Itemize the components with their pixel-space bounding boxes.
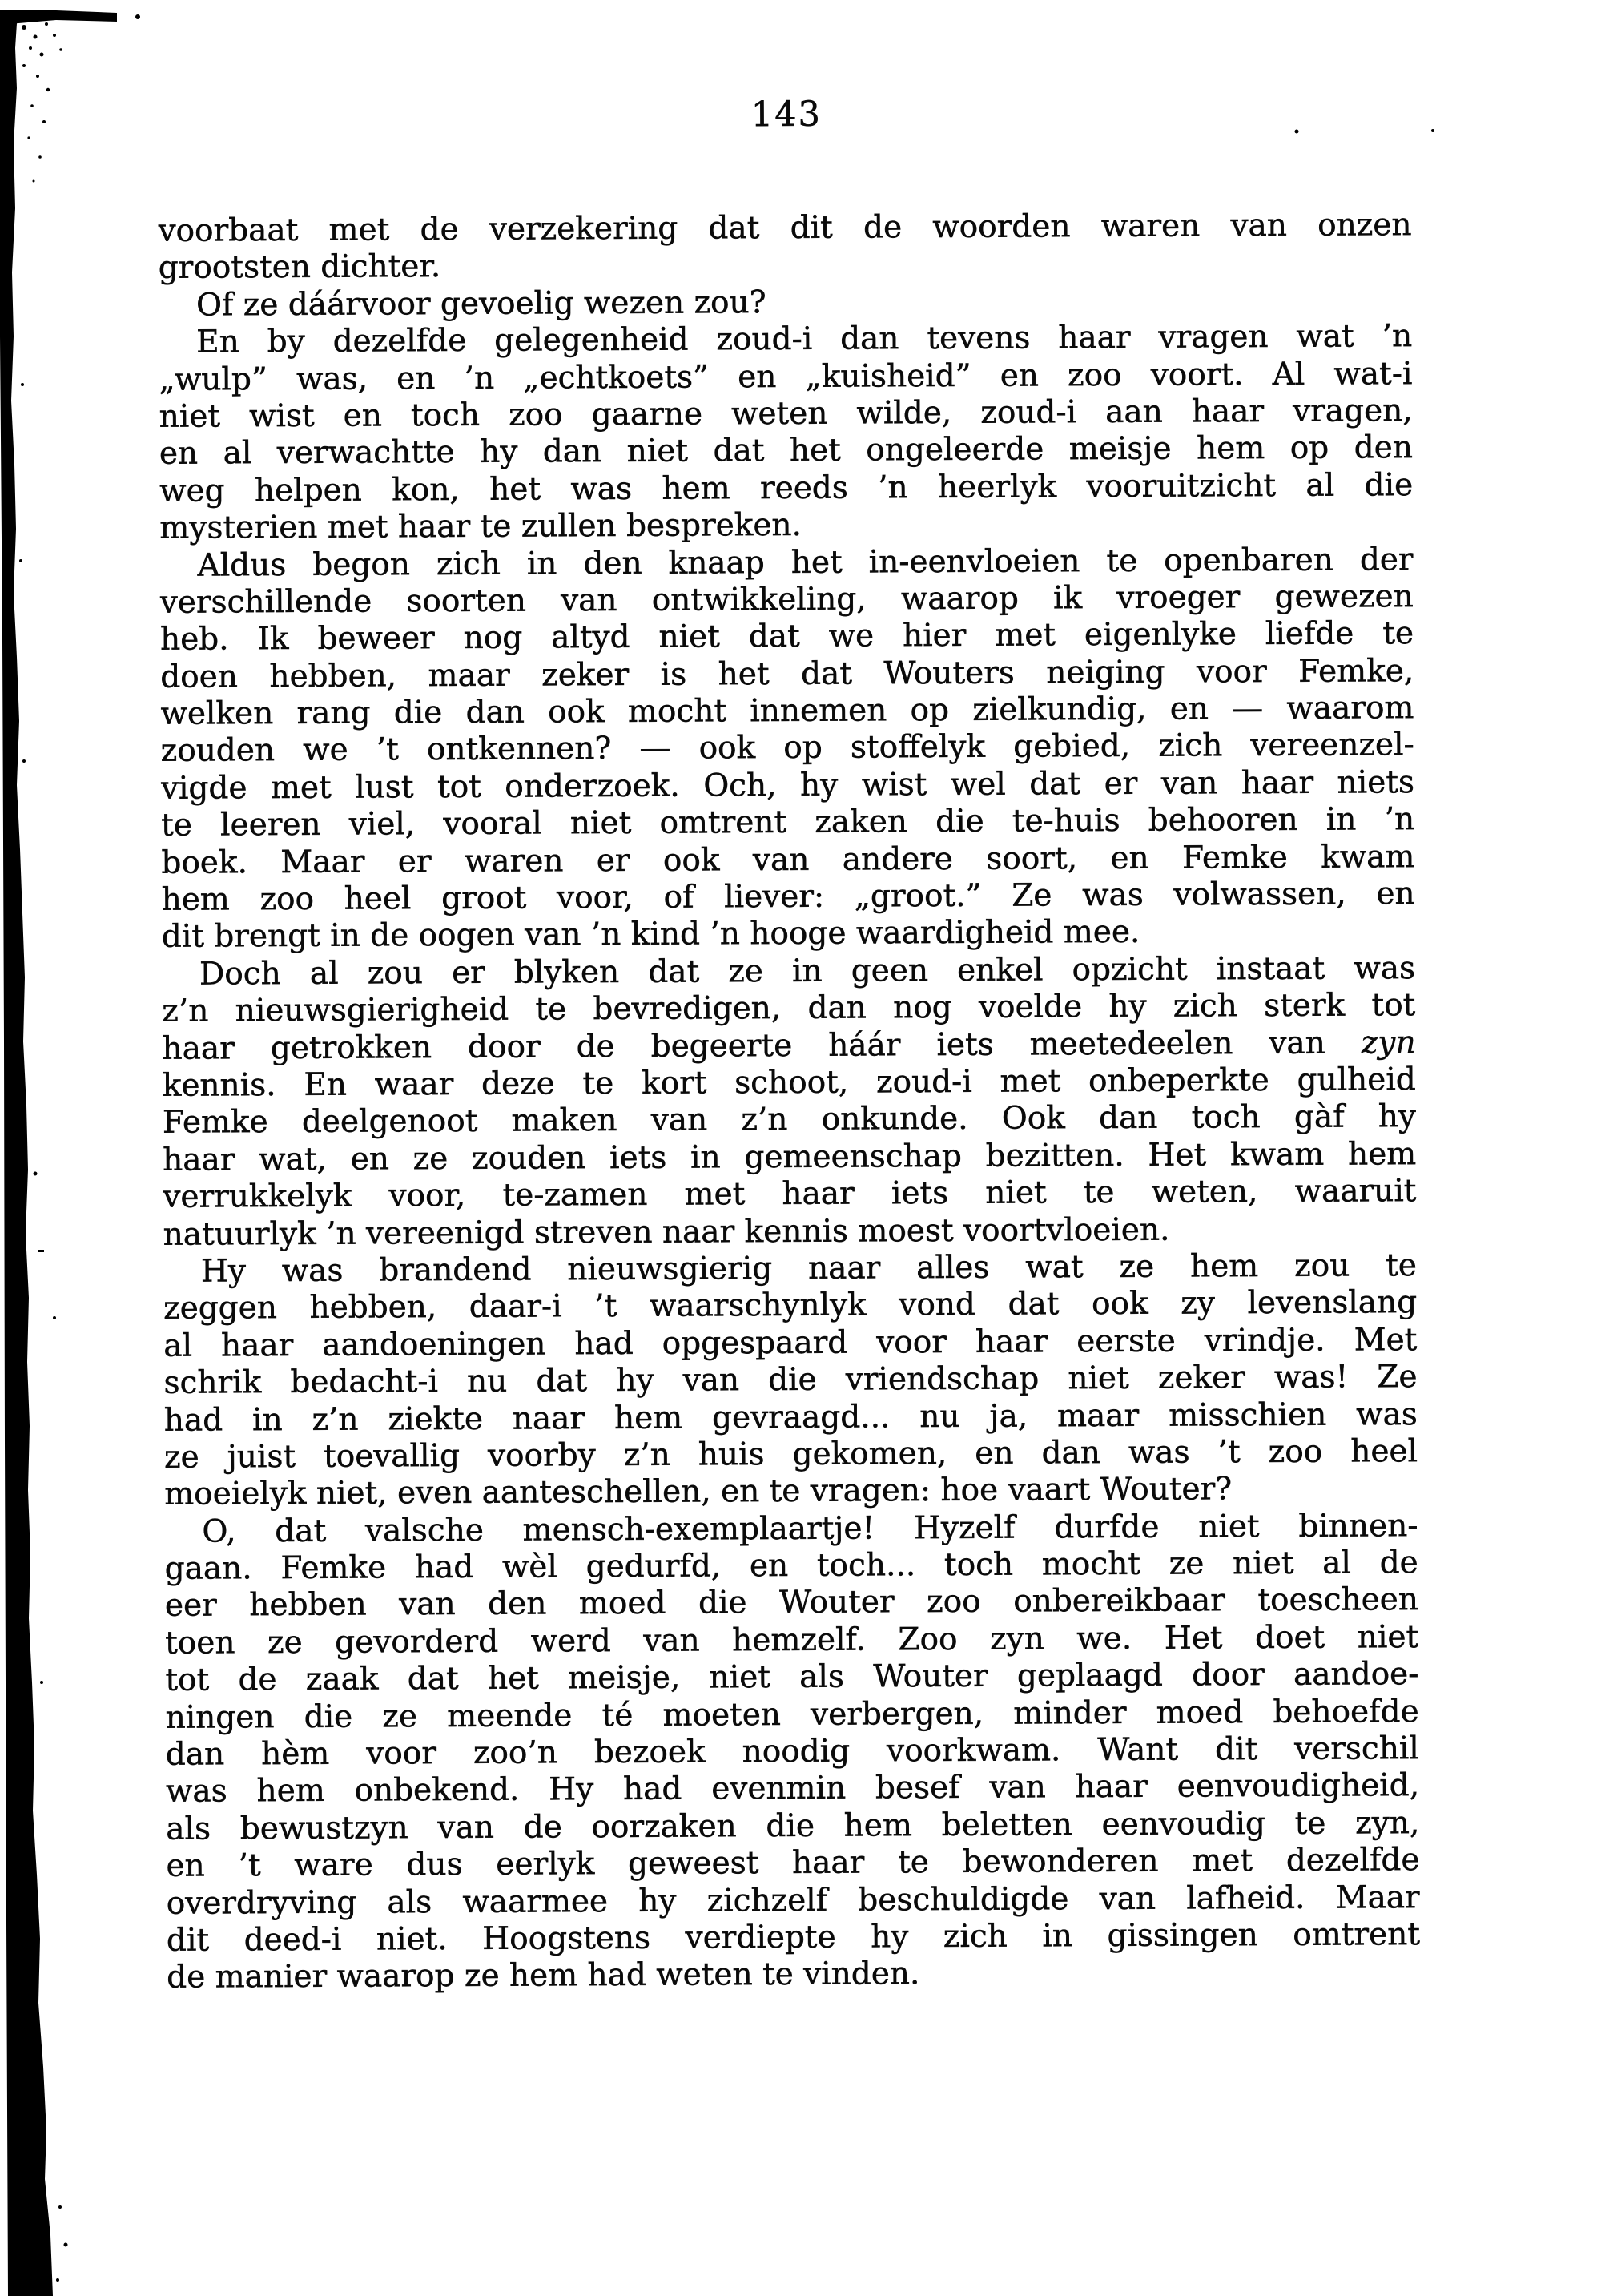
text-line: [159, 542, 1413, 585]
text-line: [163, 1322, 1417, 1365]
text-line: [158, 207, 1411, 250]
line-text: overdryving als waarmee hy zichzelf beschuldigde van lafheid. Maar: [166, 1879, 1420, 1922]
line-text: verrukkelyk voor, te-zamen met haar iets niet te weten, waaruit: [163, 1173, 1417, 1215]
line-text: doen hebben, maar zeker is het dat Wouters neiging voor Femke,: [160, 652, 1414, 695]
line-text: had in z’n ziekte naar hem gevraagd... nu ja, maar misschien was: [163, 1396, 1418, 1439]
text-line: [165, 1545, 1418, 1588]
text-line: [165, 1582, 1418, 1625]
line-text: dan hèm voor zoo’n bezoek noodig voorkwam. Want dit verschil: [165, 1730, 1419, 1773]
line-text: toen ze gevorderd werd van hemzelf. Zoo zyn we. Het doet niet: [165, 1618, 1419, 1662]
text-line: [159, 356, 1412, 399]
text-block: [158, 207, 1420, 1996]
text-line: [163, 1136, 1416, 1179]
line-text: ningen die ze meende té moeten verbergen, minder moed behoefde: [165, 1693, 1419, 1736]
line-text: mysterien met haar te zullen bespreken.: [159, 507, 802, 546]
text-line: [165, 1656, 1418, 1699]
line-text: niet wist en toch zoo gaarne weten wilde, zoud-i aan haar vragen,: [159, 393, 1413, 435]
text-line: [163, 1173, 1416, 1216]
text-line: [163, 1210, 1417, 1254]
line-text: dit deed-i niet. Hoogstens verdiepte hy zich in gissingen omtrent: [166, 1916, 1421, 1959]
line-text: schrik bedacht-i nu dat hy van die vriendschap niet zeker was! Ze: [163, 1359, 1418, 1401]
line-text: haar wat, en ze zouden iets in gemeenschap bezitten. Het kwam hem: [163, 1135, 1417, 1178]
text-line: [163, 1099, 1416, 1142]
text-line: [166, 1730, 1419, 1774]
line-text: verschillende soorten van ontwikkeling, waarop ik vroeger gewezen: [159, 578, 1414, 621]
text-line: [166, 1842, 1419, 1885]
text-line: [161, 801, 1414, 844]
line-text: ze juist toevallig voorby z’n huis gekomen, en dan was ’t zoo heel: [163, 1433, 1418, 1476]
text-line: [162, 913, 1415, 957]
line-text: Doch al zou er blyken dat ze in geen enkel opzicht instaat was: [199, 949, 1416, 993]
text-line: [160, 653, 1414, 696]
line-text: gaan. Femke had wèl gedurfd, en toch... toch mocht ze niet al de: [164, 1545, 1418, 1587]
line-text: dit brengt in de oogen van ’n kind ’n hooge waardigheid mee.: [161, 914, 1140, 956]
text-line: [163, 1359, 1417, 1402]
text-line: [162, 950, 1415, 993]
text-line: [164, 1470, 1418, 1513]
line-text: en al verwachtte hy dan niet dat het ongeleerde meisje hem op den: [159, 429, 1414, 473]
text-line: [163, 1061, 1416, 1105]
line-text: natuurlyk ’n vereenigd streven naar kennis moest voortvloeien.: [163, 1211, 1170, 1253]
text-line: [167, 1879, 1420, 1923]
line-text: te leeren viel, vooral niet omtrent zaken die te-huis behooren in ’n: [161, 801, 1415, 844]
line-text: zeggen hebben, daar-i ’t waarschynlyk vond dat ook zy levenslang: [163, 1284, 1418, 1327]
line-text: Femke deelgenoot maken van z’n onkunde. Ook dan toch gàf hy: [162, 1098, 1417, 1142]
text-line: [164, 1433, 1418, 1476]
line-text: was hem onbekend. Hy had evenmin besef van haar eenvoudigheid,: [165, 1767, 1420, 1811]
text-line: [160, 615, 1414, 659]
line-text: voorbaat met de verzekering dat dit de woorden waren van onzen: [158, 207, 1412, 249]
text-line: [164, 1396, 1418, 1440]
line-text: vigde met lust tot onderzoek. Och, hy wist wel dat er van haar niets: [160, 764, 1415, 807]
line-text: haar getrokken door de begeerte háár iets meetedeelen van: [162, 1025, 1362, 1067]
line-text: welken rang die dan ook mocht innemen op zielkundig, en — waarom: [160, 690, 1414, 732]
line-text: z’n nieuwsgierigheid te bevredigen, dan nog voelde hy zich sterk tot: [162, 987, 1416, 1030]
line-text: zouden we ’t ontkennen? — ook op stoffelyk gebied, zich vereenzel-: [160, 727, 1414, 770]
text-line: [162, 987, 1415, 1030]
line-text: „wulp” was, en ’n „echtkoets” en „kuisheid” en zoo voort. Al wat-i: [159, 355, 1413, 398]
line-text: weg helpen kon, het was hem reeds ’n heerlyk vooruitzicht al die: [159, 466, 1414, 510]
text-line: [161, 764, 1414, 808]
line-text: Hy was brandend nieuwsgierig naar alles wat ze hem zou te: [200, 1247, 1417, 1290]
italic-word: zyn: [1361, 1024, 1416, 1061]
line-text: O, dat valsche mensch-exemplaartje! Hyzelf durfde niet binnen-: [202, 1507, 1418, 1550]
line-text: kennis. En waar deze te kort schoot, zoud-i met onbeperkte gulheid: [162, 1061, 1416, 1104]
line-text: moeielyk niet, even aanteschellen, en te vragen: hoe vaart Wouter?: [164, 1471, 1233, 1513]
line-text: al haar aandoeningen had opgespaard voor haar eerste vrindje. Met: [163, 1321, 1418, 1364]
line-text: en ’t ware dus eerlyk geweest haar te bewonderen met dezelfde: [166, 1842, 1420, 1884]
text-line: [159, 430, 1413, 473]
text-line: [166, 1805, 1419, 1848]
text-line: [165, 1619, 1418, 1662]
line-text: de manier waarop ze hem had weten te vinden.: [167, 1956, 920, 1996]
text-line: [159, 318, 1412, 361]
line-text: Of ze dáárvoor gevoelig wezen zou?: [195, 284, 766, 324]
text-line: [163, 1247, 1417, 1291]
text-line: [161, 727, 1414, 771]
text-line: [162, 1025, 1415, 1068]
text-line: [166, 1768, 1419, 1811]
text-line: [159, 244, 1412, 288]
line-text: Aldus begon zich in den knaap het in-eenvloeien te openbaren der: [197, 541, 1414, 584]
text-line: [166, 1694, 1419, 1737]
line-text: tot de zaak dat het meisje, niet als Wouter geplaagd door aandoe-: [165, 1656, 1419, 1699]
text-line: [167, 1916, 1420, 1960]
text-line: [159, 467, 1413, 510]
line-text: grootsten dichter.: [158, 248, 441, 287]
text-line: [161, 839, 1414, 882]
line-text: hem zoo heel groot voor, of liever: „groot.” Ze was volwassen, en: [161, 876, 1415, 918]
text-line: [159, 281, 1412, 324]
text-line: [160, 578, 1414, 622]
line-text: heb. Ik beweer nog altyd niet dat we hier met eigenlyke liefde te: [159, 615, 1414, 659]
text-line: [162, 876, 1415, 919]
line-text: als bewustzyn van de oorzaken die hem beletten eenvoudig te zyn,: [166, 1804, 1420, 1847]
line-text: En by dezelfde gelegenheid zoud-i dan tevens haar vragen wat ’n: [196, 318, 1413, 361]
line-text: boek. Maar er waren er ook van andere soort, en Femke kwam: [161, 838, 1415, 881]
text-line: [164, 1508, 1418, 1551]
text-line: [159, 393, 1413, 436]
line-text: eer hebben van den moed die Wouter zoo onbereikbaar toescheen: [164, 1581, 1419, 1625]
page-number: 143: [750, 94, 823, 135]
text-line: [163, 1284, 1417, 1327]
text-line: [167, 1953, 1420, 1996]
text-line: [160, 690, 1414, 733]
text-line: [159, 504, 1413, 547]
